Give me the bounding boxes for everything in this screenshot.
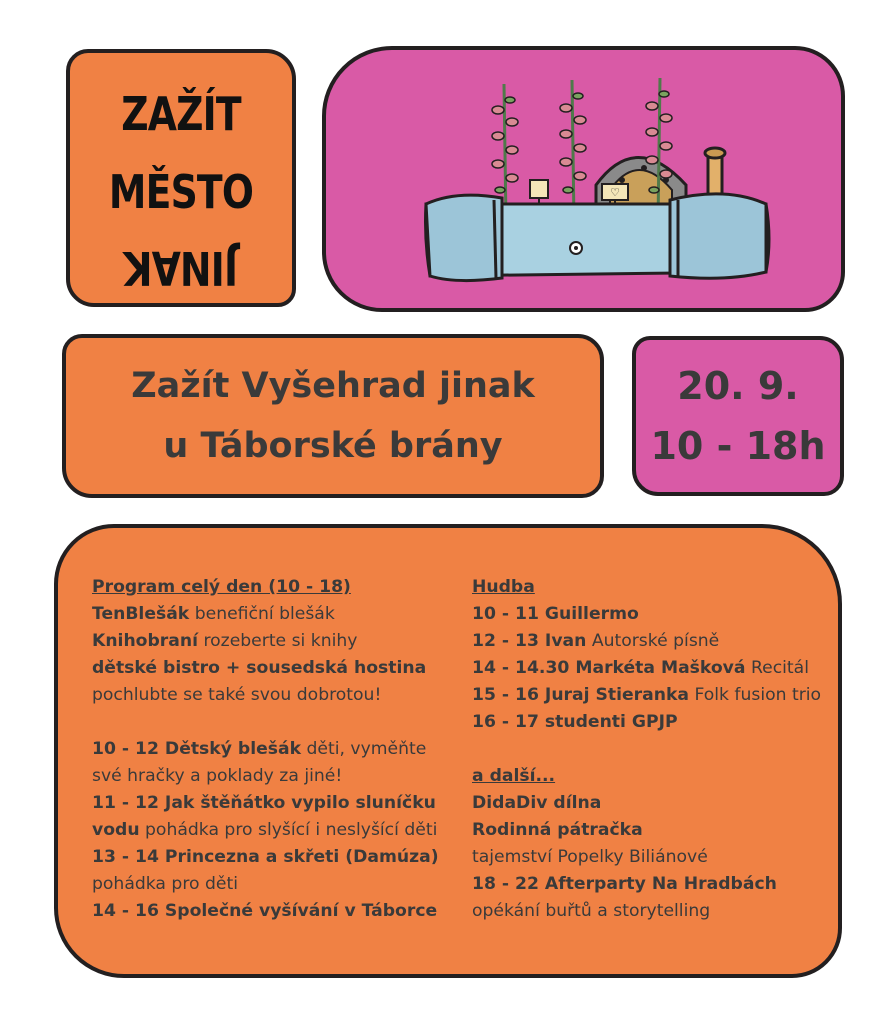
list-item: 10 - 12 Dětský blešák děti, vyměňte	[92, 739, 427, 759]
music-heading: Hudba	[472, 577, 535, 597]
list-item: 12 - 13 Ivan Autorské písně	[472, 631, 720, 651]
program-heading: Program celý den (10 - 18)	[92, 577, 351, 597]
illustration-box	[322, 46, 845, 312]
logo-line-3: JINAK	[124, 241, 238, 295]
list-item: Knihobraní rozeberte si knihy	[92, 631, 358, 651]
list-item: své hračky a poklady za jiné!	[92, 766, 343, 786]
list-item: Rodinná pátračka	[472, 820, 643, 840]
event-title-line-2: u Táborské brány	[163, 426, 503, 466]
list-item: 16 - 17 studenti GPJP	[472, 712, 678, 732]
logo-line-1: ZAŽÍT	[121, 87, 241, 141]
program-left-column	[92, 574, 464, 925]
list-item: pohádka pro děti	[92, 874, 238, 894]
list-item: dětské bistro + sousedská hostina	[92, 658, 427, 678]
event-title-line-1: Zažít Vyšehrad jinak	[131, 366, 535, 406]
list-item: 14 - 14.30 Markéta Mašková Recitál	[472, 658, 809, 678]
logo-line-2: MĚSTO	[108, 165, 254, 219]
program-box	[54, 524, 842, 978]
event-date: 20. 9.	[677, 364, 799, 408]
list-item: 11 - 12 Jak štěňátko vypilo sluníčku	[92, 793, 436, 813]
list-item: TenBlešák benefiční blešák	[92, 604, 335, 624]
list-item: tajemství Popelky Biliánové	[472, 847, 708, 867]
list-item: 18 - 22 Afterparty Na Hradbách	[472, 874, 777, 894]
list-item: DidaDiv dílna	[472, 793, 602, 813]
planter-illustration	[326, 50, 841, 308]
event-time: 10 - 18h	[650, 424, 826, 468]
more-heading: a další...	[472, 766, 556, 786]
list-item: 14 - 16 Společné vyšívání v Táborce	[92, 901, 438, 921]
list-item: 15 - 16 Juraj Stieranka Folk fusion trio	[472, 685, 822, 705]
list-item: 13 - 14 Princezna a skřeti (Damúza)	[92, 847, 439, 867]
logo-box	[66, 49, 296, 307]
title-box	[62, 334, 604, 498]
list-item: pochlubte se také svou dobrotou!	[92, 685, 382, 705]
list-item: opékání buřtů a storytelling	[472, 901, 711, 921]
program-right-column	[472, 574, 832, 925]
list-item: 10 - 11 Guillermo	[472, 604, 639, 624]
date-box	[632, 336, 844, 496]
list-item: vodu pohádka pro slyšící i neslyšící děti	[92, 820, 438, 840]
sign-heart-icon: ♡	[610, 186, 620, 199]
